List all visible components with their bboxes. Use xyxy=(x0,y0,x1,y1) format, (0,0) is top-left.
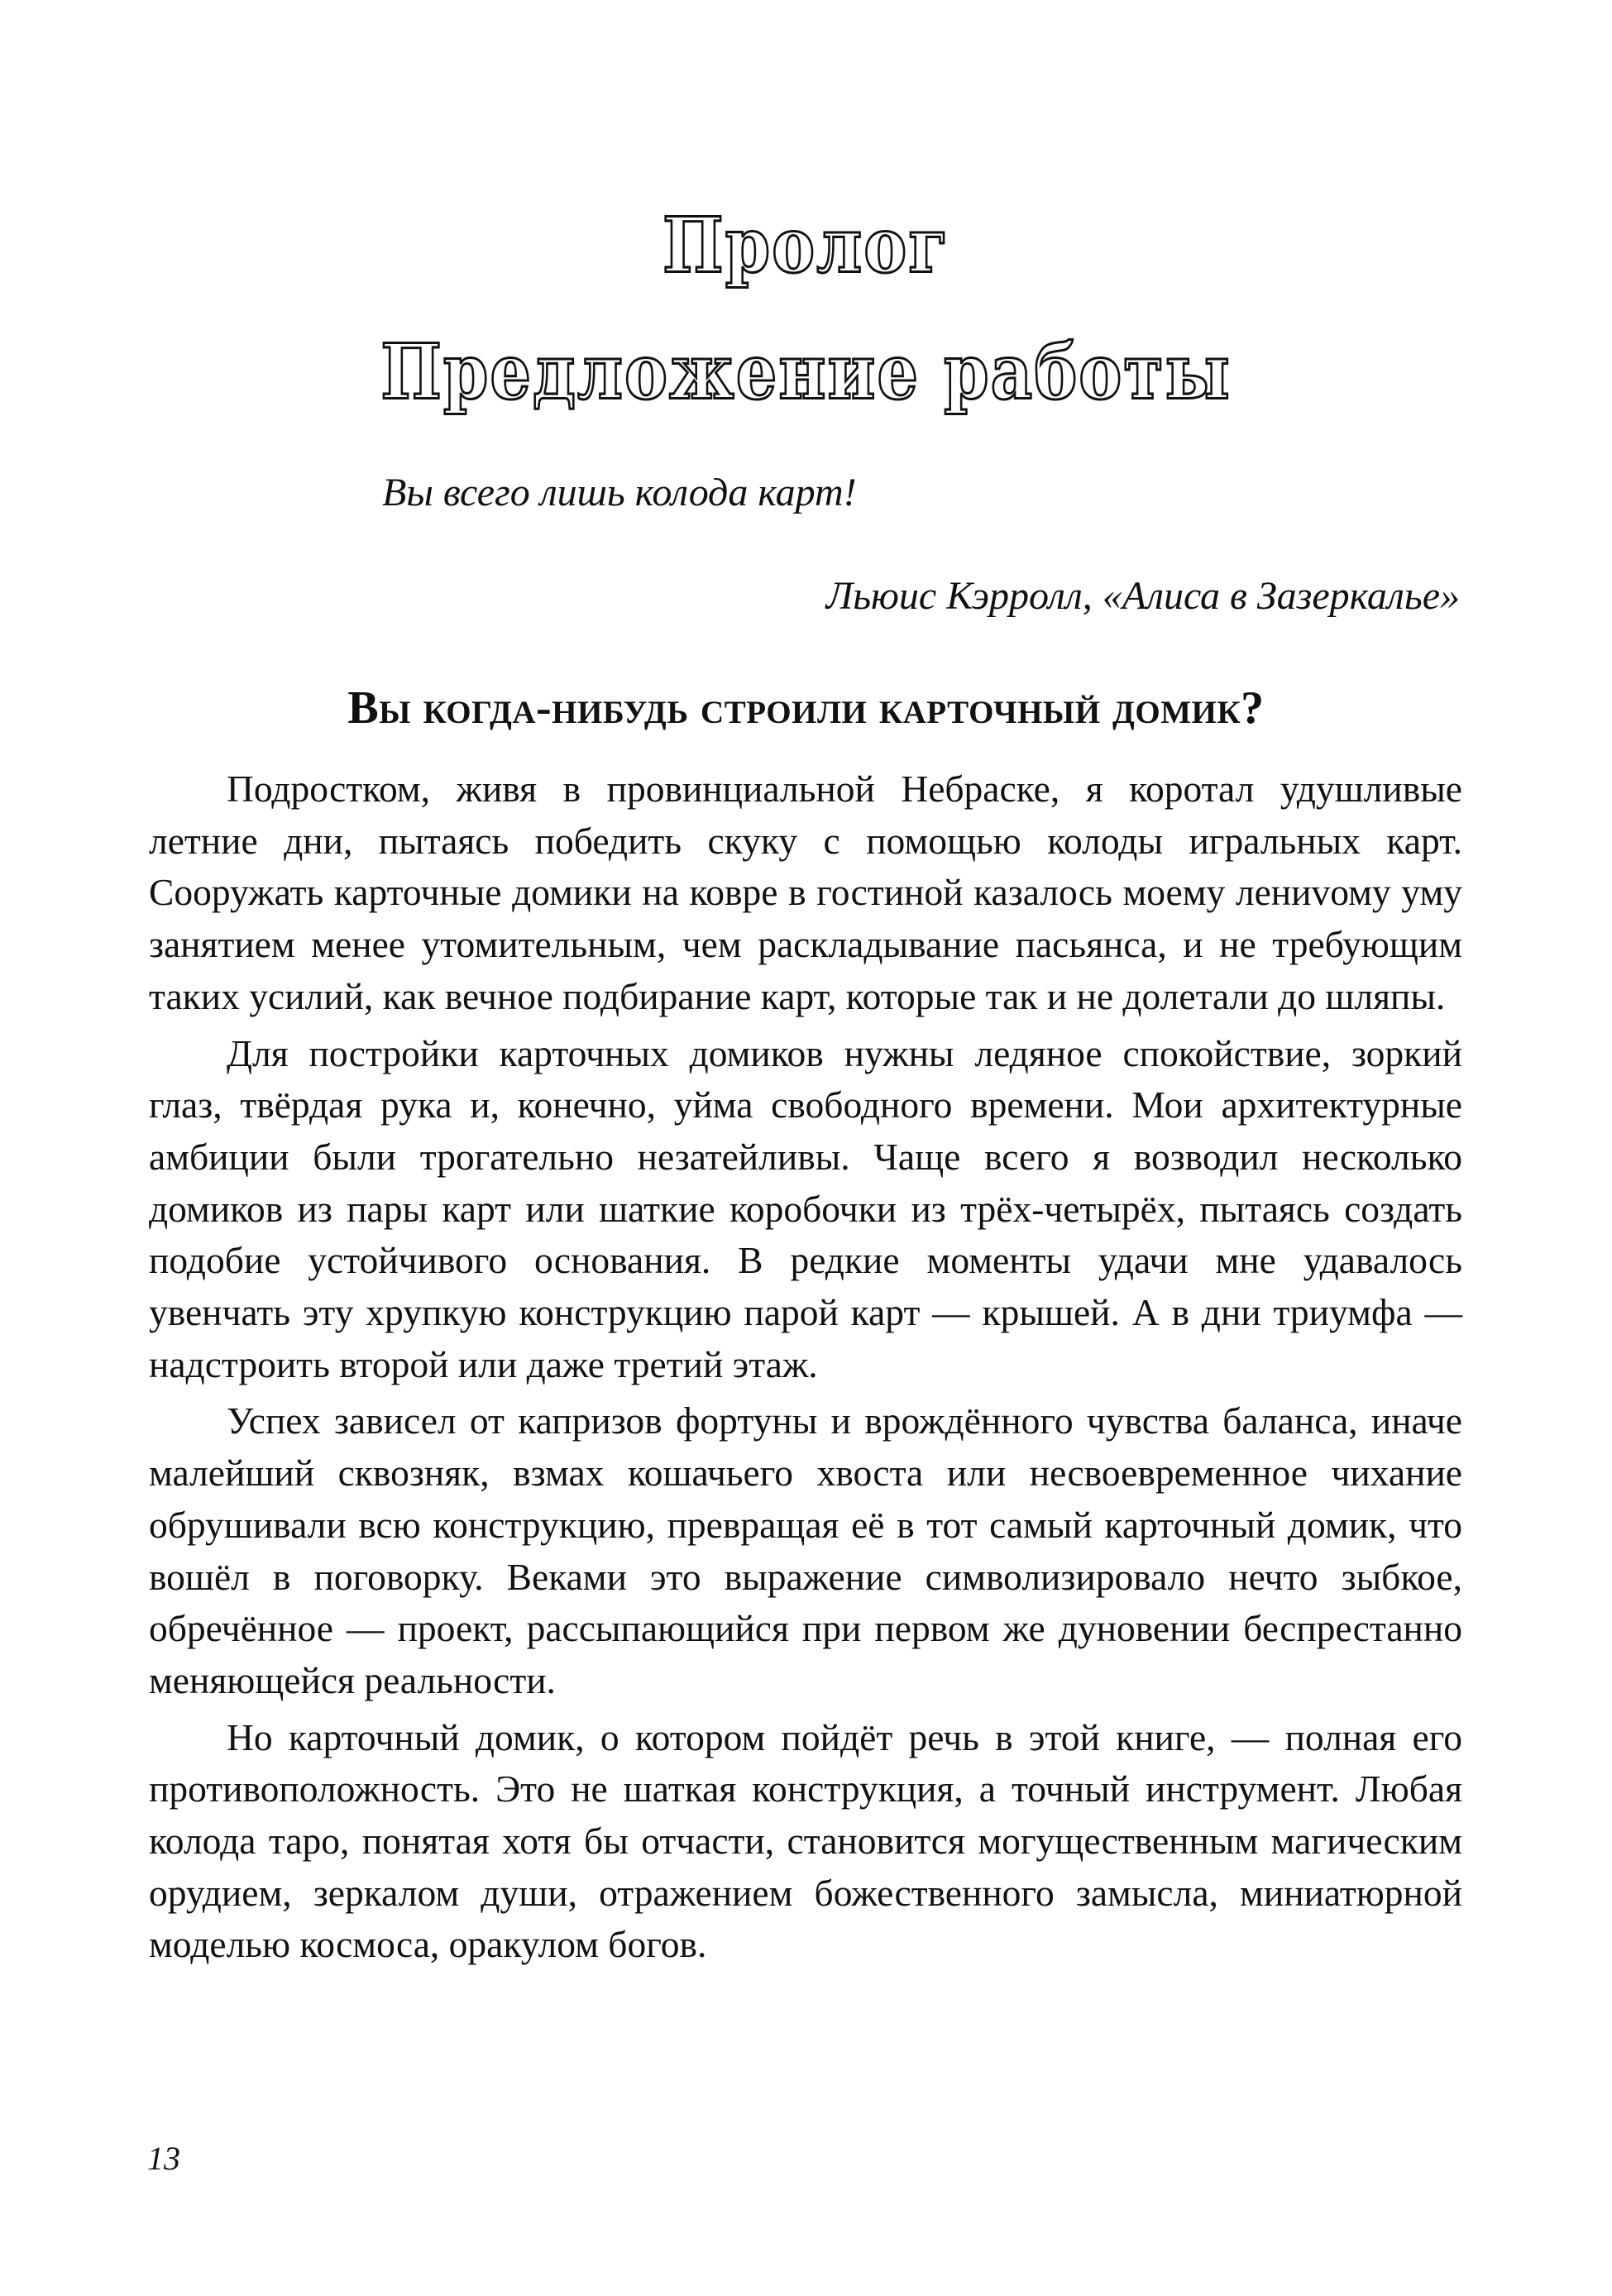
paragraph: Подростком, живя в провинциальной Небраске, я коротал удушливые летние дни, пытаясь победить скуку с помощью колоды игральных карт. Сооружать карточные домики на ковре в гостиной казалось моему лениvому уму занятием менее утомительным, чем раскладывание пасьянса, и не требующим таких усилий, как вечное подбирание карт, которые так и не долетали до шляпы. xyxy=(149,768,1462,1017)
paragraph: Но карточный домик, о котором пойдёт речь в этой книге, — полная его противоположность. Это не шаткая конструкция, а точный инструмент. Любая колода таро, понятая хотя бы отчасти, становится могущественным магическим орудием, зеркалом души, отражением божественного замысла, миниатюрной моделью космоса, оракулом богов. xyxy=(149,1715,1462,1966)
page-number: 13 xyxy=(147,2140,180,2177)
chapter-subtitle: Предложение работы xyxy=(380,328,1232,418)
section-heading: Вы когда-нибудь строили карточный домик? xyxy=(347,682,1265,734)
paragraph: Для постройки карточных домиков нужны ледяное спокойствие, зоркий глаз, твёрдая рука и, конечно, уйма свободного времени. Мои архитектурные амбиции были трогательно незатейливы. Чаще всего я возводил несколько домиков из пары карт или шаткие коробочки из трёх-четырёх, пытаясь создать подобие устойчивого основания. В редкие моменты удачи мне удавалось увенчать эту хрупкую конструкцию парой карт — крышей. А в дни триумфа — надстроить второй или даже третий этаж. xyxy=(149,1031,1462,1385)
body-text xyxy=(149,763,1462,1976)
epigraph-source: Льюис Кэрролл, «Алиса в Зазеркалье» xyxy=(825,574,1460,618)
epigraph-quote: Вы всего лишь колода карт! xyxy=(382,471,857,514)
chapter-title: Пролог xyxy=(662,201,950,291)
paragraph: Успех зависел от капризов фортуны и врождённого чувства баланса, иначе малейший сквозняк, взмах кошачьего хвоста или несвоевременное чихание обрушивали всю конструкцию, превращая её в тот самый карточный домик, что вошёл в поговорку. Веками это выражение символизировало нечто зыбкое, обречённое — проект, рассыпающийся при первом же дуновении беспрестанно меняющейся реальности. xyxy=(149,1399,1462,1701)
